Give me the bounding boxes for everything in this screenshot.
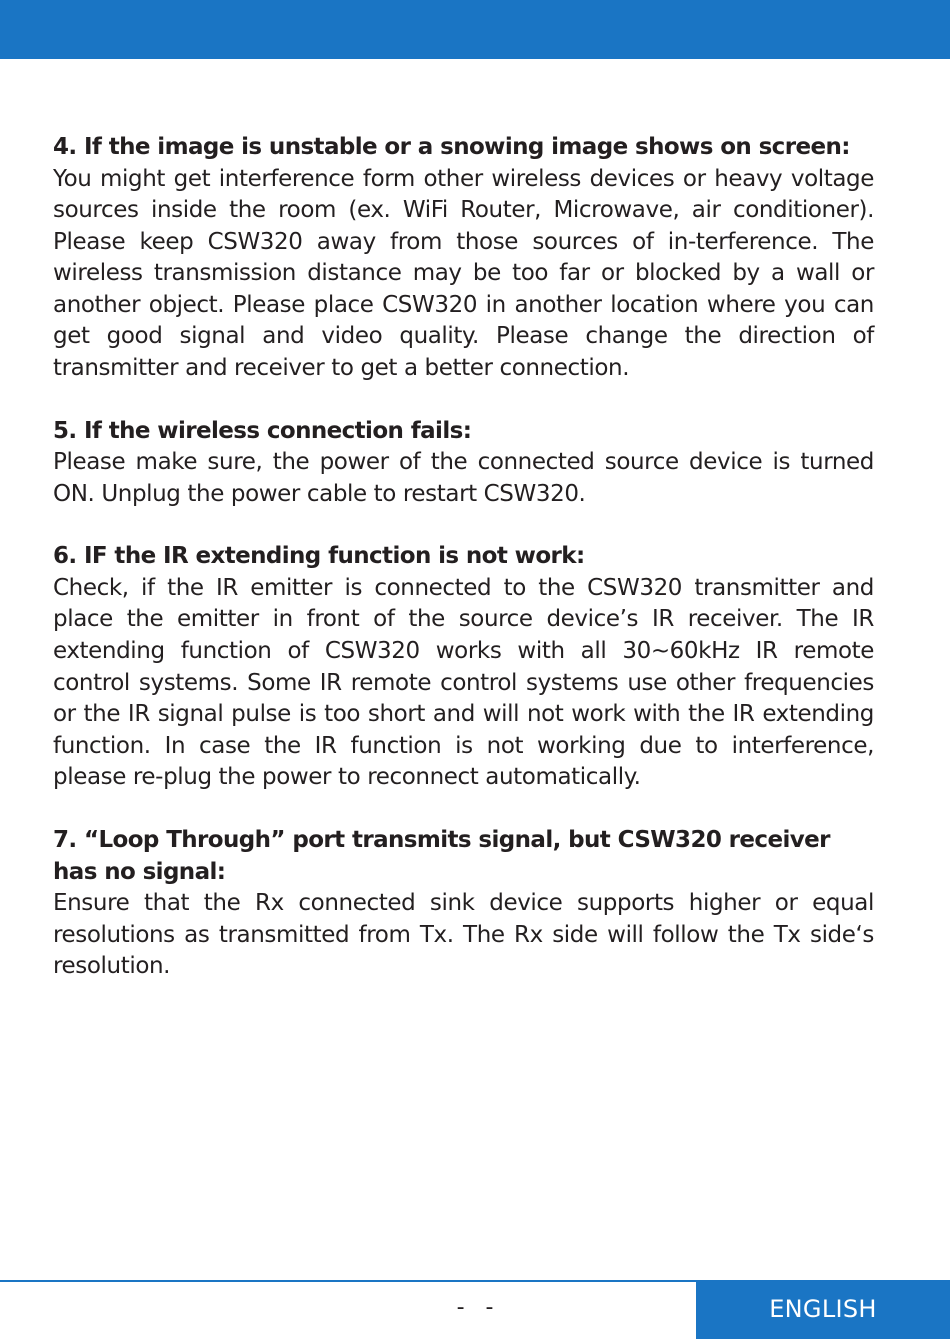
page-number: - - [456, 1295, 494, 1320]
troubleshooting-content [53, 132, 874, 1014]
section-ir-extending [53, 541, 874, 794]
section-body: Check, if the IR emitter is connected to the CSW320 transmitter and place the emitter in front of the source device’s IR receiver. The IR extending function of CSW320 works with all 30~60kHz IR remote control systems. Some IR remote control systems use other frequencies or the IR signal pulse is too short and will not work with the IR extending function. In case the IR function is not working due to interference, please re-plug the power to reconnect automatically. [53, 574, 874, 791]
section-heading: 4. If the image is unstable or a snowing image shows on screen: [53, 134, 850, 160]
footer-divider [0, 1280, 696, 1282]
section-heading: 5. If the wireless connection fails: [53, 417, 472, 444]
section-body: Ensure that the Rx connected sink device supports higher or equal resolutions as transmitted from Tx. The Rx side will follow the Tx side‘s resolution. [53, 890, 874, 980]
section-connection-fails [53, 416, 874, 511]
section-body: You might get interference form other wireless devices or heavy voltage sources inside the room (ex. WiFi Router, Microwave, air conditioner). Please keep CSW320 away from those sources of in-terference. The wireless transmission distance may be too far or blocked by a wall or another object. Please place CSW320 in another location where you can get good signal and video quality. Please change the direction of transmitter and receiver to get a better connection. [53, 165, 874, 382]
section-loop-through [53, 825, 874, 983]
section-body: Please make sure, the power of the connected source device is turned ON. Unplug the power cable to restart CSW320. [53, 449, 874, 507]
section-heading: 6. IF the IR extending function is not work: [53, 543, 585, 570]
language-tab: ENGLISH [696, 1280, 950, 1339]
section-image-unstable [53, 132, 874, 385]
header-bar [0, 0, 950, 59]
section-heading: 7. “Loop Through” port transmits signal, but CSW320 receiver has no signal: [53, 827, 830, 885]
